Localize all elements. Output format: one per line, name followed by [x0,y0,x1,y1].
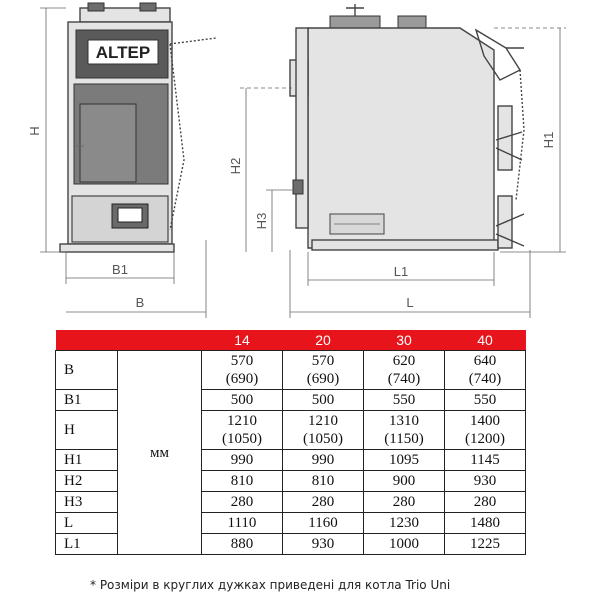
dimensions-table-wrapper [55,330,525,555]
value-cell: 880 [202,534,283,555]
brand-logo-text: ALTEP [95,43,151,62]
dim-label-H2: H2 [228,157,243,175]
value-cell: 500 [202,390,283,411]
value-cell: 500 [283,390,364,411]
value-cell: 1095 [364,450,445,471]
value-cell: 1310 (1150) [364,411,445,450]
dim-label-L1: L1 [393,264,409,279]
model-header: 30 [364,330,445,351]
value-cell: 640 (740) [445,351,526,390]
param-label: H [56,411,118,450]
value-cell: 930 [445,471,526,492]
value-cell: 280 [364,492,445,513]
param-label: L1 [56,534,118,555]
value-cell: 570 (690) [283,351,364,390]
value-cell: 1210 (1050) [202,411,283,450]
param-label: B1 [56,390,118,411]
value-cell: 620 (740) [364,351,445,390]
param-label: H1 [56,450,118,471]
value-cell: 1210 (1050) [283,411,364,450]
table-row [56,351,526,390]
dim-label-B1: B1 [112,262,128,277]
dim-label-H: H [27,126,42,136]
dim-label-L: L [406,295,414,310]
dim-label-H1: H1 [541,131,556,149]
param-label: B [56,351,118,390]
param-label: H3 [56,492,118,513]
value-cell: 1225 [445,534,526,555]
value-cell: 810 [283,471,364,492]
value-cell: 1400 (1200) [445,411,526,450]
value-cell: 550 [364,390,445,411]
value-cell: 930 [283,534,364,555]
value-cell: 550 [445,390,526,411]
value-cell: 1110 [202,513,283,534]
value-cell: 570 (690) [202,351,283,390]
value-cell: 280 [202,492,283,513]
model-header: 20 [283,330,364,351]
model-header: 40 [445,330,526,351]
front-view [27,3,216,318]
value-cell: 990 [283,450,364,471]
unit-cell: мм [118,351,202,555]
dim-label-B: B [135,295,145,310]
footnote: * Розміри в круглих дужках приведені для котла Trio Uni [90,578,451,592]
value-cell: 810 [202,471,283,492]
side-view [228,4,566,318]
value-cell: 1480 [445,513,526,534]
value-cell: 1230 [364,513,445,534]
value-cell: 1145 [445,450,526,471]
value-cell: 1160 [283,513,364,534]
model-header-row [56,330,526,351]
header-empty-cell [118,330,202,351]
param-label: L [56,513,118,534]
value-cell: 1000 [364,534,445,555]
value-cell: 900 [364,471,445,492]
dim-label-H3: H3 [254,212,269,230]
value-cell: 280 [283,492,364,513]
dimensions-table [55,330,526,555]
value-cell: 280 [445,492,526,513]
header-empty-cell [56,330,118,351]
param-label: H2 [56,471,118,492]
model-header: 14 [202,330,283,351]
value-cell: 990 [202,450,283,471]
